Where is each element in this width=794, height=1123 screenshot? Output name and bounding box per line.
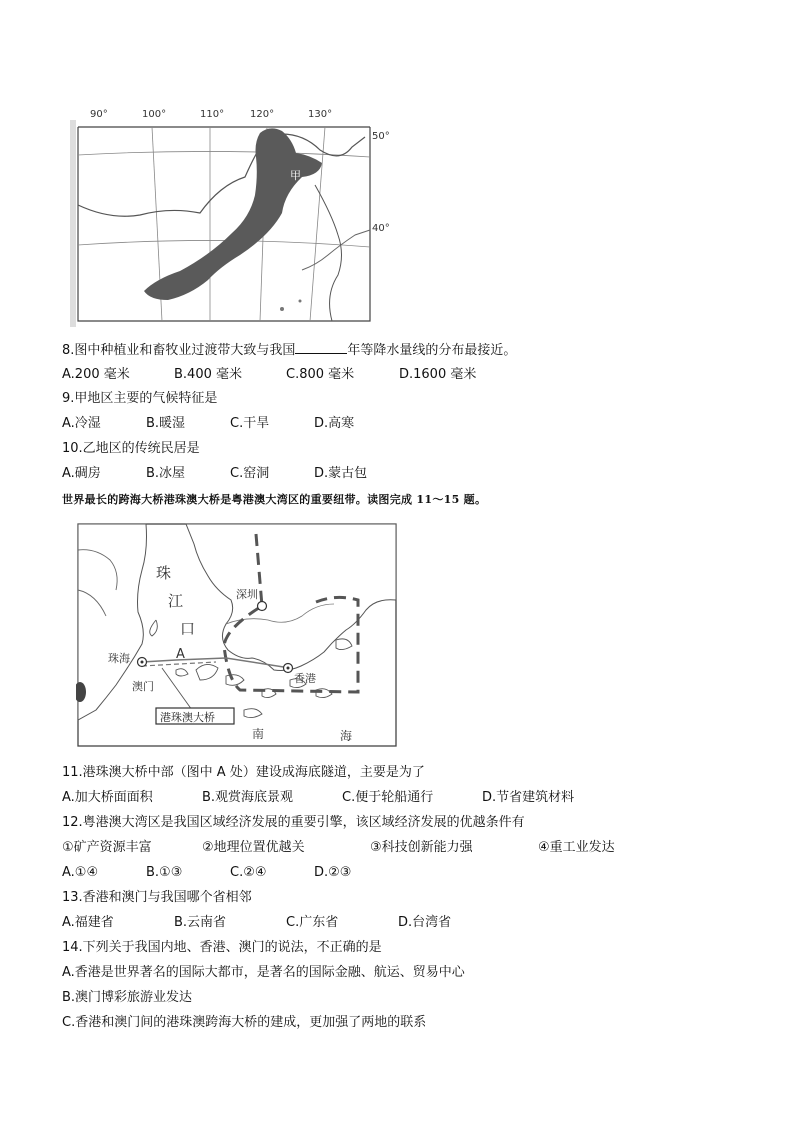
q10-option-c: C.窑洞 (230, 466, 270, 481)
q8-blank (295, 341, 347, 354)
q12-item-1: ①矿产资源丰富 (62, 840, 152, 855)
q8-option-d: D.1600 毫米 (399, 367, 477, 382)
q14-statement-c: C.香港和澳门间的港珠澳跨海大桥的建成，更加强了两地的联系 (62, 1015, 427, 1030)
label-nan: 南 (252, 727, 265, 741)
question-14: 14.下列关于我国内地、香港、澳门的说法，不正确的是 (62, 940, 382, 955)
label-jiang: 江 (168, 592, 184, 610)
q12-item-4: ④重工业发达 (538, 840, 615, 855)
q9-option-b: B.暖湿 (146, 416, 186, 431)
lon-label-100: 100° (142, 109, 167, 120)
q12-item-2: ②地理位置优越关 (202, 840, 305, 855)
lon-label-120: 120° (250, 109, 275, 120)
lon-label-130: 130° (308, 109, 333, 120)
q8-option-a: A.200 毫米 (62, 367, 130, 382)
q8-option-b: B.400 毫米 (174, 367, 242, 382)
q10-option-b: B.冰屋 (146, 466, 186, 481)
q9-option-a: A.冷湿 (62, 416, 101, 431)
q14-statement-a: A.香港是世界著名的国际大都市，是著名的国际金融、航运、贸易中心 (62, 965, 465, 980)
question-12: 12.粤港澳大湾区是我国区域经济发展的重要引擎，该区域经济发展的优越条件有 (62, 815, 525, 830)
q11-option-c: C.便于轮船通行 (342, 790, 434, 805)
label-xianggang: 香港 (294, 672, 316, 685)
question-8 (62, 341, 516, 360)
map-greater-bay-area (76, 520, 400, 750)
label-kou: 口 (180, 620, 196, 638)
region-label-jia: 甲 (290, 169, 301, 182)
label-hai: 海 (340, 729, 353, 743)
map-transition-belt (70, 95, 400, 327)
label-bridge: 港珠澳大桥 (160, 711, 215, 724)
lon-label-110: 110° (200, 109, 225, 120)
lon-label-90: 90° (90, 109, 108, 120)
q10-option-d: D.蒙古包 (314, 466, 368, 481)
q12-option-c: C.②④ (230, 865, 267, 880)
q13-option-c: C.广东省 (286, 915, 339, 930)
q12-option-b: B.①③ (146, 865, 183, 880)
question-11: 11.港珠澳大桥中部（图中 A 处）建设成海底隧道，主要是为了 (62, 765, 425, 780)
label-aomen: 澳门 (132, 680, 154, 693)
question-13: 13.香港和澳门与我国哪个省相邻 (62, 890, 252, 905)
q13-option-a: A.福建省 (62, 915, 114, 930)
question-10: 10.乙地区的传统民居是 (62, 441, 200, 456)
q11-option-b: B.观赏海底景观 (202, 790, 294, 805)
q9-option-d: D.高寒 (314, 416, 355, 431)
q12-option-d: D.②③ (314, 865, 352, 880)
label-zhuhai: 珠海 (108, 652, 130, 665)
q9-option-c: C.干旱 (230, 416, 270, 431)
label-A: A (176, 647, 185, 662)
q13-option-d: D.台湾省 (398, 915, 452, 930)
lat-label-40: 40° (372, 223, 390, 234)
q8-option-c: C.800 毫米 (286, 367, 355, 382)
lat-label-50: 50° (372, 131, 390, 142)
intro-text: 世界最长的跨海大桥港珠澳大桥是粤港澳大湾区的重要纽带。读图完成 11～15 题。 (62, 493, 487, 506)
q12-option-a: A.①④ (62, 865, 99, 880)
question-9: 9.甲地区主要的气候特征是 (62, 391, 218, 406)
label-zhu: 珠 (156, 564, 172, 582)
q12-item-3: ③科技创新能力强 (370, 840, 473, 855)
label-shenzhen: 深圳 (236, 588, 258, 601)
q8-text-pre: 8.图中种植业和畜牧业过渡带大致与我国 (62, 343, 296, 358)
q8-text-post: 年等降水量线的分布最接近。 (347, 343, 517, 358)
q13-option-b: B.云南省 (174, 915, 227, 930)
q11-option-a: A.加大桥面面积 (62, 790, 153, 805)
q11-option-d: D.节省建筑材料 (482, 790, 575, 805)
q10-option-a: A.碉房 (62, 466, 101, 481)
q14-statement-b: B.澳门博彩旅游业发达 (62, 990, 193, 1005)
